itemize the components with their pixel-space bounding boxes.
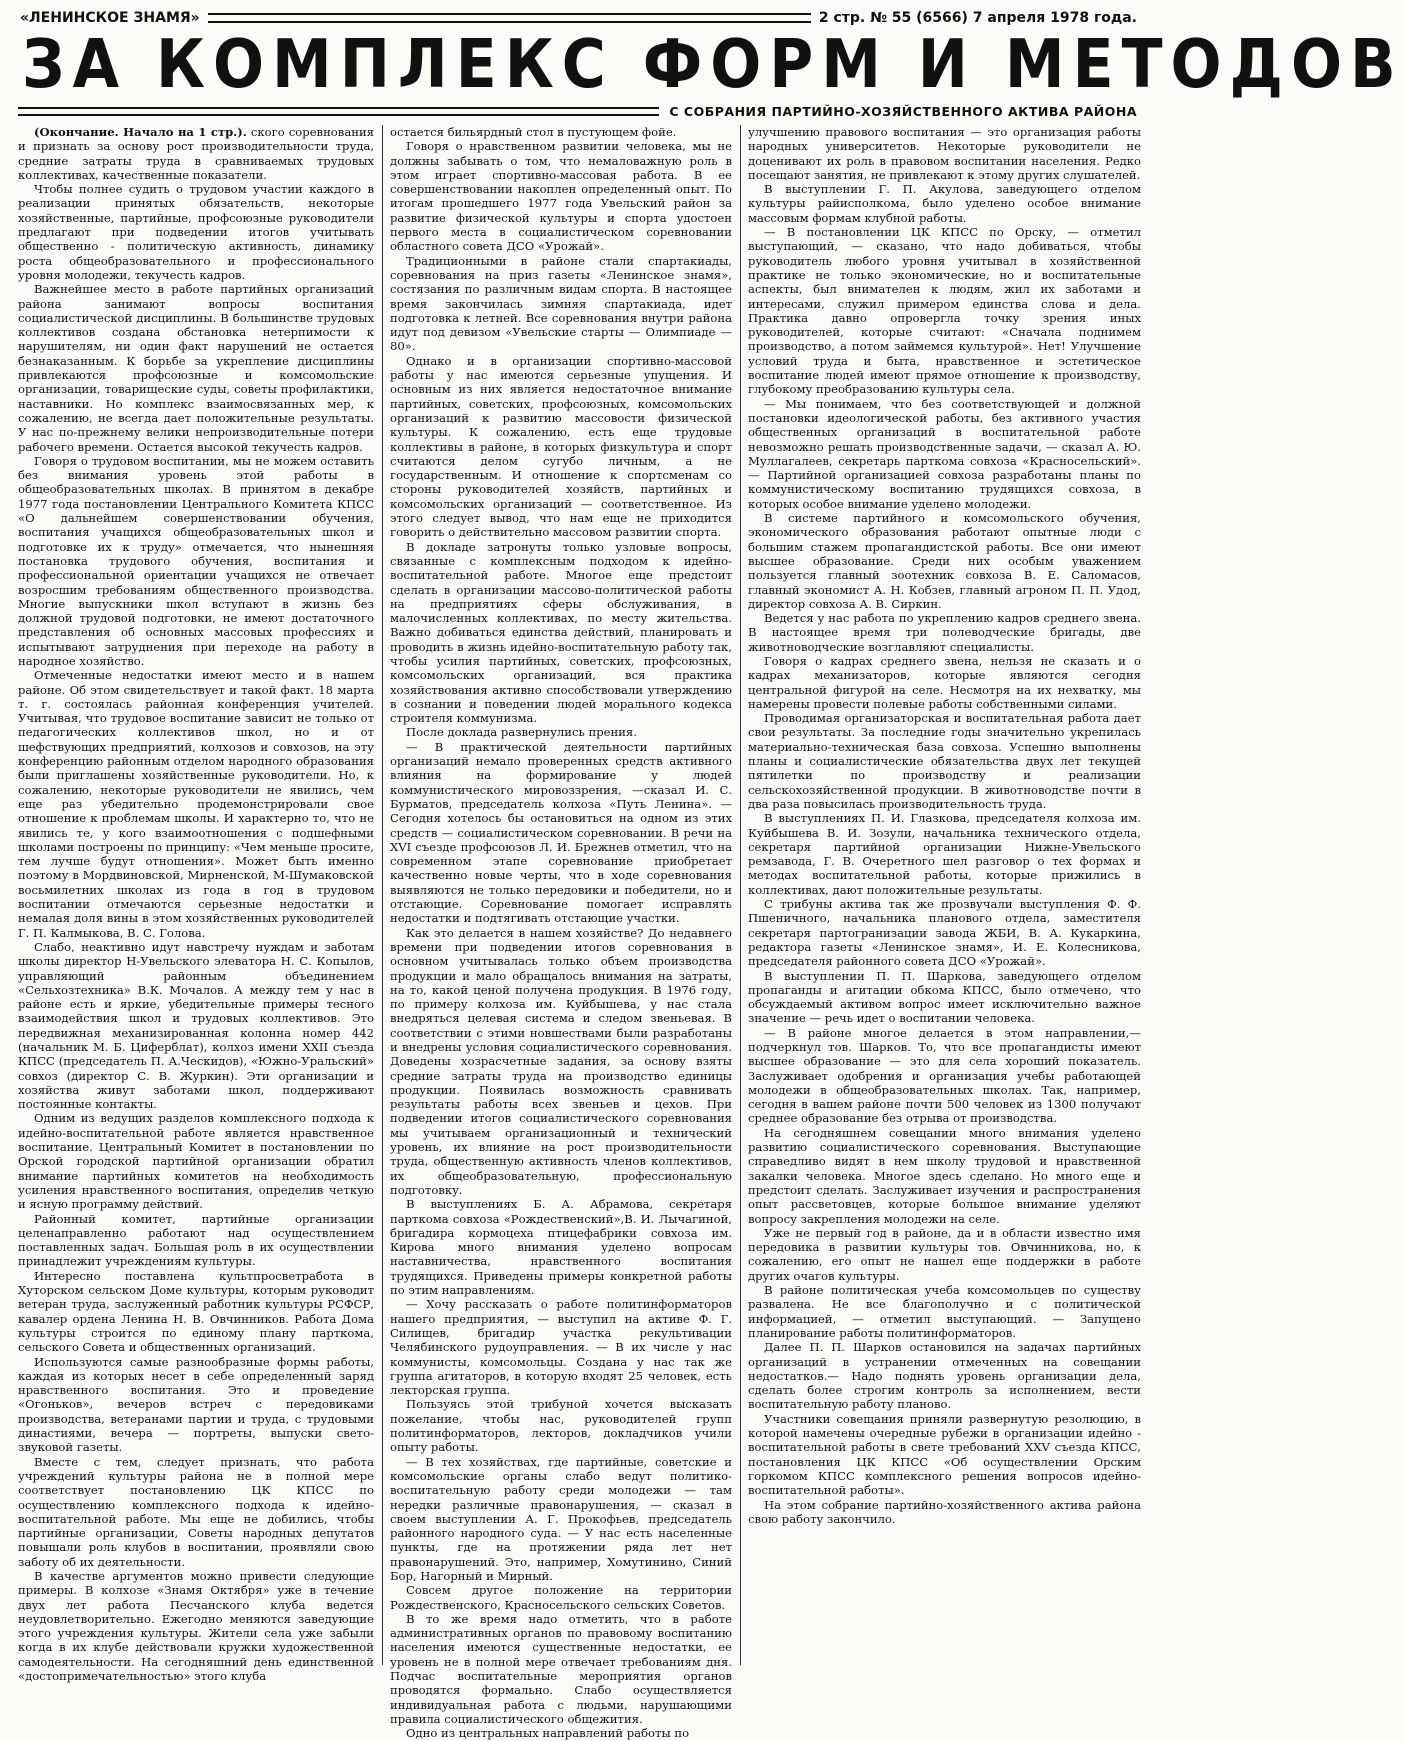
article-paragraph (390, 1612, 732, 1726)
paragraph-text: Уже не первый год в районе, да и в области известно имя передовика в развитии культуры тов. Овчинникова, но, к сожалению, его опыт не нашел еще поддержки в работе других очагов культуры. (748, 1225, 1141, 1283)
paragraph-text: В то же время надо отметить, что в работе административных органов по правовому воспитанию населения имеются существенные недостатки, ее уровень не в полной мере отвечает требованиям дня. Подчас воспитательные мероприятия органов проводятся формально. Слабо осуществляется индивидуальная работа с людьми, нарушающими правила социалистического общежития. (390, 1611, 732, 1726)
article-paragraph (748, 1026, 1141, 1126)
article-paragraph (390, 1583, 732, 1612)
article-paragraph (748, 611, 1141, 654)
article-paragraph (18, 940, 374, 1112)
article-paragraph (18, 282, 374, 454)
paragraph-text: Одним из ведущих разделов комплексного подхода к идейно-воспитательной работе является нравственное воспитание. Центральный Комитет в постановлении по Орской городской партийной организации обратил внимание партийных комитетов на необходимость усиления нравственного воспитания, определив четкую и ясную программу действий. (18, 1111, 374, 1212)
article-paragraph (18, 125, 374, 182)
paragraph-text: Одно из центральных направлений работы по (406, 1726, 690, 1741)
article-column-2 (390, 125, 732, 1741)
paragraph-text: Проводимая организаторская и воспитательная работа дает свои результаты. За последние годы значительно укрепилась материально-техническая база совхоза. Успешно выполнены планы и социалистические обязательства двух лет текущей пятилетки по производству и реализации сельскохозяйственной продукции. В животноводстве почти в два раза повысилась производительность труда. (748, 711, 1141, 811)
paragraph-text: Важнейшее место в работе партийных организаций района занимают вопросы воспитания социалистической дисциплины. В большинстве трудовых коллективов создана обстановка нетерпимости к нарушителям, ни один факт нарушений не остается безнаказанным. К борьбе за укрепление дисциплины привлекаются профсоюзные и комсомольские организации, товарищеские суды, советы профилактики, наставники. Но комплекс взаимосвязанных мер, к сожалению, не всегда дает положительные результаты. У нас по-прежнему велики непроизводительные потери рабочего времени. Остается высокой текучесть кадров. (18, 282, 374, 454)
article-paragraph (390, 540, 732, 726)
article-paragraph (748, 1340, 1141, 1411)
paragraph-text: Отмеченные недостатки имеют место и в нашем районе. Об этом свидетельствует и такой факт. 18 марта т. г. состоялась районная конференция учителей. Учитывая, что трудовое воспитание зависит не только от педагогических коллективов школ, но и от шефствующих предприятий, колхозов и совхозов, на эту конференцию районным отделом народного образования были приглашены хозяйственные руководители. Но, к сожалению, некоторые руководители не явились, чем еще раз убедительно продемонстрировали свое отношение к проблемам школы. И характерно то, что не явились те, у кого взаимоотношения с подшефными школами построены по принципу: «Чем меньше просите, тем лучше будут отношения». Может быть именно поэтому в Мордвиновской, Мирненской, М-Шумаковской восьмилетних школах из года в год в трудовом воспитании отмечаются серьезные недостатки и немалая доля вины в этом хозяйственных руководителей Г. П. Калмыкова, В. С. Голова. (18, 668, 374, 940)
article-paragraph (748, 397, 1141, 511)
paragraph-text: Говоря о кадрах среднего звена, нельзя не сказать и о кадрах механизаторов, которые являются сегодня центральной фигурой на селе. Несмотря на их нехватку, мы намерены провести полевые работы собственными силами. (748, 653, 1141, 711)
paragraph-text: Говоря о трудовом воспитании, мы не можем оставить без внимания уровень этой работы в общеобразовательных школах. В принятом в декабре 1977 года постановлении Центрального Комитета КПСС «О дальнейшем совершенствовании обучения, воспитания учащихся общеобразовательных школ и подготовке их к труду» отмечается, что нынешняя постановка трудового обучения, воспитания и профессиональной ориентации учащихся не отвечает возросшим требованиям общественного производства. Многие выпускники школ вступают в жизнь без должной трудовой подготовки, не имеют достаточного представления об основных массовых профессиях и испытывают затруднения при переходе на работу в народное хозяйство. (18, 453, 374, 668)
paragraph-text: Ведется у нас работа по укреплению кадров среднего звена. В настоящее время три полеводческие бригады, две животноводческие возглавляют специалисты. (748, 611, 1141, 654)
paragraph-text: Говоря о нравственном развитии человека, мы не должны забывать о том, что немаловажную роль в этом играет спортивно-массовая работа. В ее совершенствовании накоплен определенный опыт. По итогам прошедшего 1977 года Увельский район за развитие физической культуры и спорта удостоен первого места в социалистическом соревновании областного совета ДСО «Урожай». (390, 139, 732, 254)
article-paragraph (748, 182, 1141, 225)
paragraph-text: Как это делается в нашем хозяйстве? До недавнего времени при подведении итогов соревнования в основном учитывалась только объем производства продукции и мало обращалось внимания на затраты, на то, какой ценой получена продукция. В 1976 году, по примеру колхоза им. Куйбышева, у нас стала внедряться целевая система и следом звеньевая. В соответствии с этими новшествами были разработаны и внедрены условия социалистического соревнования. Доведены хозрасчетные задания, за основу взяты средние затраты труда на производство единицы продукции. Появилась возможность сравнивать результаты работы всех звеньев и цехов. При подведении итогов социалистического соревнования мы учитываем организационный и технический уровень, их влияние на рост производительности труда, общественную активность членов коллективов, их общеобразовательную, профессиональную подготовку. (390, 925, 732, 1197)
article-paragraph (748, 511, 1141, 611)
article-paragraph (748, 125, 1141, 182)
paragraph-text: — Хочу рассказать о работе политинформаторов нашего предприятия, — выступил на активе Ф. Г. Силищев, бригадир участка рекультивации Челябинского рудоуправления. — В их числе у нас коммунисты, комсомольцы. Создана у нас так же группа агитаторов, в которую входят 25 человек, есть лекторская группа. (390, 1297, 732, 1398)
article-column-3 (748, 125, 1141, 1665)
paragraph-text: На этом собрание партийно-хозяйственного актива района свою работу закончило. (748, 1497, 1141, 1526)
article-columns (18, 125, 1141, 1741)
paragraph-text: улучшению правового воспитания — это организация работы народных университетов. Некоторые руководители не доценивают их роль в правовом воспитании населения. Редко посещают занятия, не привлекают к этому других слушателей. (748, 125, 1141, 182)
article-paragraph (748, 654, 1141, 711)
article-paragraph (390, 725, 732, 739)
article-paragraph (390, 740, 732, 926)
paragraph-text: В системе партийного и комсомольского обучения, экономического образования работают опытные люди с большим стажем пропагандистской работы. Все они имеют высшее образование. Среди них особым уважением пользуется главный зоотехник совхоза В. Е. Саломасов, главный экономист А. Н. Кобзев, главный агроном П. П. Удод, директор совхоза А. В. Сиркин. (748, 511, 1141, 611)
subheadline-rule (18, 107, 659, 116)
paragraph-text: Участники совещания приняли развернутую резолюцию, в которой намечены очередные рубежи в организации идейно - воспитательной работы в свете требований XXV съезда КПСС, постановления ЦК КПСС «Об осуществлении Орским горкомом КПСС комплексного решения вопросов идейно-воспитательной работы». (748, 1411, 1141, 1498)
subheadline-bar (18, 102, 1137, 120)
paragraph-text: — В практической деятельности партийных организаций немало проверенных средств активного влияния на формирование у людей коммунистического мировоззрения, —сказал И. С. Бурматов, председатель колхоза «Путь Ленина». — Сегодня хотелось бы остановиться на одном из этих средств — социалистическом соревновании. В речи на XVI съезде профсоюзов Л. И. Брежнев отметил, что на современном этапе соревнование приобретает качественно новые черты, что в ходе соревнования выявляются не только передовики и победители, но и отстающие. Соревнование помогает исправлять недостатки и подтягивать отстающие участки. (390, 739, 732, 926)
paragraph-text: ского соревнования и признать за основу рост производительности труда, средние затраты труда в сравниваемых трудовых коллективах, качественные показатели. (18, 125, 374, 182)
paragraph-text: Однако и в организации спортивно-массовой работы у нас имеются серьезные упущения. И основным из них является недостаточное внимание партийных, советских, профсоюзных, комсомольских организаций к развитию массовости физической культуры. К сожалению, есть еще трудовые коллективы в районе, в которых физкультура и спорт считаются делом сугубо личным, а не государственным. И отношение к спортсменам со стороны руководителей хозяйств, партийных и комсомольских организаций — соответственное. Из этого следует вывод, что нам еще не приходится говорить о действительно массовом развитии спорта. (390, 353, 732, 540)
article-paragraph (748, 969, 1141, 1026)
article-paragraph (390, 125, 732, 139)
paragraph-text: Традиционными в районе стали спартакиады, соревнования на приз газеты «Ленинское знамя», состязания по различным видам спорта. В настоящее время закончилась зимняя спартакиада, идет подготовка к летней. Все соревнования внутри района идут под девизом «Увельские старты — Олимпиаде —80». (390, 253, 732, 354)
paragraph-text: остается бильярдный стол в пустующем фойе. (390, 125, 677, 139)
article-paragraph (18, 182, 374, 282)
paragraph-text: В выступлении П. П. Шаркова, заведующего отделом пропаганды и агитации обкома КПСС, было отмечено, что обсуждаемый активом вопрос имеет исключительно важное значение — речь идет о воспитании человека. (748, 968, 1141, 1026)
issue-info: 2 стр. № 55 (6566) 7 апреля 1978 года. (818, 10, 1137, 26)
article-paragraph (748, 1283, 1141, 1340)
article-paragraph (748, 1226, 1141, 1283)
article-paragraph (748, 811, 1141, 897)
paragraph-text: Далее П. П. Шарков остановился на задачах партийных организаций в устранении отмеченных на совещании недостатков.— Надо поднять уровень организации дела, сделать более строгим контроль за исполнением, вести воспитательную работу планово. (748, 1340, 1141, 1412)
paragraph-text: На сегодняшнем совещании много внимания уделено развитию социалистического соревнования. Выступающие справедливо видят в нем школу трудовой и нравственной закалки человека. Многое здесь сделано. Но много еще и предстоит сделать. Заслуживает изучения и распространения опыт рассветовцев, которые большое внимание уделяют вопросу закрепления молодежи на селе. (748, 1125, 1141, 1226)
article-paragraph (18, 668, 374, 940)
paragraph-text: Районный комитет, партийные организации целенаправленно работают над осуществлением поставленных задач. Большая роль в их осуществлении принадлежит учреждениям культуры. (18, 1211, 374, 1269)
article-paragraph (18, 1269, 374, 1355)
paragraph-text: В докладе затронуты только узловые вопросы, связанные с комплексным подходом к идейно-воспитательной работе. Многое еще предстоит сделать в организации массово-политической работы на предприятиях сферы обслуживания, в малочисленных коллективах, по месту жительства. Важно добиваться единства действий, планировать и проводить в жизнь идейно-воспитательную работу так, чтобы усилия партийных, советских, профсоюзных, комсомольских организаций, вся практика хозяйствования активно способствовали утверждению в сознании и поведении людей морального кодекса строителя коммунизма. (390, 539, 732, 726)
article-paragraph (390, 1297, 732, 1397)
article-paragraph (18, 1455, 374, 1569)
masthead-rule (208, 13, 811, 23)
paragraph-text: — В тех хозяйствах, где партийные, советские и комсомольские органы слабо ведут политико-воспитательную работу среди молодежи — там нередки различные правонарушения, — сказал в своем выступлении А. Г. Прокофьев, председатель районного народного суда. — У нас есть населенные пункты, где на протяжении ряда лет нет правонарушений. Это, например, Хомутинино, Синий Бор, Нагорный и Мирный. (390, 1454, 732, 1583)
paragraph-text: — В постановлении ЦК КПСС по Орску, — отметил выступающий, — сказано, что надо добиваться, чтобы руководитель любого уровня учитывал в хозяйственной практике не только экономические, но и воспитательные аспекты, был внимателен к людям, жил их заботами и интересами, служил примером единства слова и дела. Практика давно опровергла точку зрения иных руководителей, которые считают: «Сначала поднимем производство, а потом займемся культурой». Нет! Улучшение условий труда и быта, нравственное и эстетическое воспитание людей имеют прямое отношение к производству, глубокому преобразованию культуры села. (748, 225, 1141, 397)
paragraph-text: — В районе многое делается в этом направлении,— подчеркнул тов. Шарков. То, что все пропагандисты имеют высшее образование — это для села хороший показатель. Заслуживает одобрения и организация учебы работающей молодежи в общеобразовательных школах. Так, например, сегодня в вашем районе почти 500 человек из 1300 получают среднее образование без отрыва от производства. (748, 1025, 1141, 1126)
article-column-1 (18, 125, 374, 1684)
newspaper-name: «ЛЕНИНСКОЕ ЗНАМЯ» (20, 10, 200, 26)
article-paragraph (748, 1412, 1141, 1498)
paragraph-text: Вместе с тем, следует признать, что работа учреждений культуры района не в полной мере соответствует постановлению ЦК КПСС по осуществлению комплексного подхода к идейно-воспитательной работе. Мы еще не добились, чтобы партийные организации, Советы народных депутатов повышали роль клубов в воспитании, проявляли свою заботу об их деятельности. (18, 1454, 374, 1569)
article-paragraph (18, 454, 374, 668)
paragraph-text: После доклада развернулись прения. (406, 725, 637, 740)
article-paragraph (390, 1197, 732, 1297)
paragraph-text: Слабо, неактивно идут навстречу нуждам и заботам школы директор Н-Увельского элеватора Н. С. Копылов, управляющий районным объединением «Сельхозтехника» В.К. Мочалов. А между тем у нас в районе есть и яркие, убедительные примеры тесного взаимодействия школ и трудовых коллективов. Это передвижная механизированная колонна номер 442 (начальник М. Б. Циферблат), колхоз имени XXII съезда КПСС (председатель П. А.Ческидов), «Южно-Уральский» совхоз (директор С. В. Журкин). Эти организации и хозяйства живут заботами школ, поддерживают постоянные контакты. (18, 939, 374, 1112)
article-paragraph (18, 1569, 374, 1683)
subheadline: С СОБРАНИЯ ПАРТИЙНО-ХОЗЯЙСТВЕННОГО АКТИВА РАЙОНА (669, 103, 1137, 119)
article-paragraph (390, 1726, 732, 1740)
paragraph-text: Используются самые разнообразные формы работы, каждая из которых несет в себе определенный заряд нравственного воспитания. Это и проведение «Огоньков», вечеров встреч с передовиками производства, ветеранами партии и труда, с трудовыми династиями, вечера — портреты, выпуски свето-звуковой газеты. (18, 1354, 374, 1455)
column-divider (382, 125, 383, 1665)
paragraph-text: В выступлении Г. П. Акулова, заведующего отделом культуры райисполкома, было уделено особое внимание массовым формам клубной работы. (748, 182, 1141, 225)
paragraph-text: В районе политическая учеба комсомольцев по существу развалена. Не все благополучно и с политической информацией, — отметил выступающий. — Запущено планирование работы политинформаторов. (748, 1283, 1141, 1340)
article-paragraph (748, 711, 1141, 811)
paragraph-text: Пользуясь этой трибуной хочется высказать пожелание, чтобы нас, руководителей групп политинформаторов, лекторов, докладчиков учили опыту работы. (390, 1397, 732, 1455)
paragraph-text: — Мы понимаем, что без соответствующей и должной постановки идеологической работы, без активного участия общественных организаций в воспитательной работе невозможно решать производственные задачи, — сказал А. Ю. Муллагалеев, секретарь парткома совхоза «Красносельский». — Партийной организацией совхоза разработаны планы по коммунистическому воспитанию трудящихся совхоза, в которых особое внимание уделено молодежи. (748, 396, 1141, 511)
article-paragraph (390, 354, 732, 540)
paragraph-text: Интересно поставлена культпросветработа в Хуторском сельском Доме культуры, которым руководит ветеран труда, заслуженный работник культуры РСФСР, кавалер ордена Ленина Н. В. Овчинников. Работа Дома культуры строится по единому плану парткома, сельского Совета и общественных организаций. (18, 1268, 374, 1355)
continuation-note: (Окончание. Начало на 1 стр.). (34, 125, 247, 139)
article-paragraph (18, 1212, 374, 1269)
article-paragraph (390, 1455, 732, 1584)
paragraph-text: Совсем другое положение на территории Рождественского, Красносельского сельских Советов. (390, 1583, 732, 1612)
article-paragraph (748, 225, 1141, 397)
paragraph-text: В выступлениях Б. А. Абрамова, секретаря парткома совхоза «Рождественский»,В. И. Лычагиной, бригадира кормоцеха птицефабрики совхоза им. Кирова много внимания уделено вопросам наставничества, нравственного воспитания трудящихся. Приведены примеры конкретной работы по этим направлениям. (390, 1197, 732, 1298)
paragraph-text: Чтобы полнее судить о трудовом участии каждого в реализации принятых обязательств, некоторые хозяйственные, партийные, профсоюзные руководители предлагают при подведении итогов учитывать общественно - политическую активность, динамику роста общеобразовательного и профессионального уровня молодежи, текучесть кадров. (18, 182, 374, 282)
article-paragraph (748, 897, 1141, 968)
article-paragraph (748, 1498, 1141, 1527)
paragraph-text: С трибуны актива так же прозвучали выступления Ф. Ф. Пшеничного, начальника планового отдела, заместителя секретаря партогранизации завода ЖБИ, В. А. Кукаркина, редактора газеты «Ленинское знамя», И. Е. Колесникова, председателя районного совета ДСО «Урожай». (748, 897, 1141, 969)
article-paragraph (18, 1355, 374, 1455)
article-paragraph (390, 1397, 732, 1454)
article-paragraph (390, 254, 732, 354)
article-paragraph (748, 1126, 1141, 1226)
article-paragraph (390, 139, 732, 253)
page-headline: ЗА КОМПЛЕКС ФОРМ И МЕТОДОВ (22, 25, 1404, 104)
article-paragraph (18, 1111, 374, 1211)
paragraph-text: В выступлениях П. И. Глазкова, председателя колхоза им. Куйбышева В. И. Зозули, начальника технического отдела, секретаря партийной организации Нижне-Увельского ремзавода, Г. В. Очеретного шел разговор о тех формах и методах воспитательной работы, которые прижились в коллективах, дают положительные результаты. (748, 811, 1141, 897)
paragraph-text: В качестве аргументов можно привести следующие примеры. В колхозе «Знамя Октября» уже в течение двух лет работа Песчанского клуба ведется неудовлетворительно. Ежегодно меняются заведующие этого учреждения культуры. Жители села уже забыли когда в их клубе действовали кружки художественной самодеятельности. На сегодняшний день единственной «достопримечательностью» этого клуба (18, 1568, 374, 1684)
article-paragraph (390, 926, 732, 1198)
column-divider (740, 125, 741, 1665)
